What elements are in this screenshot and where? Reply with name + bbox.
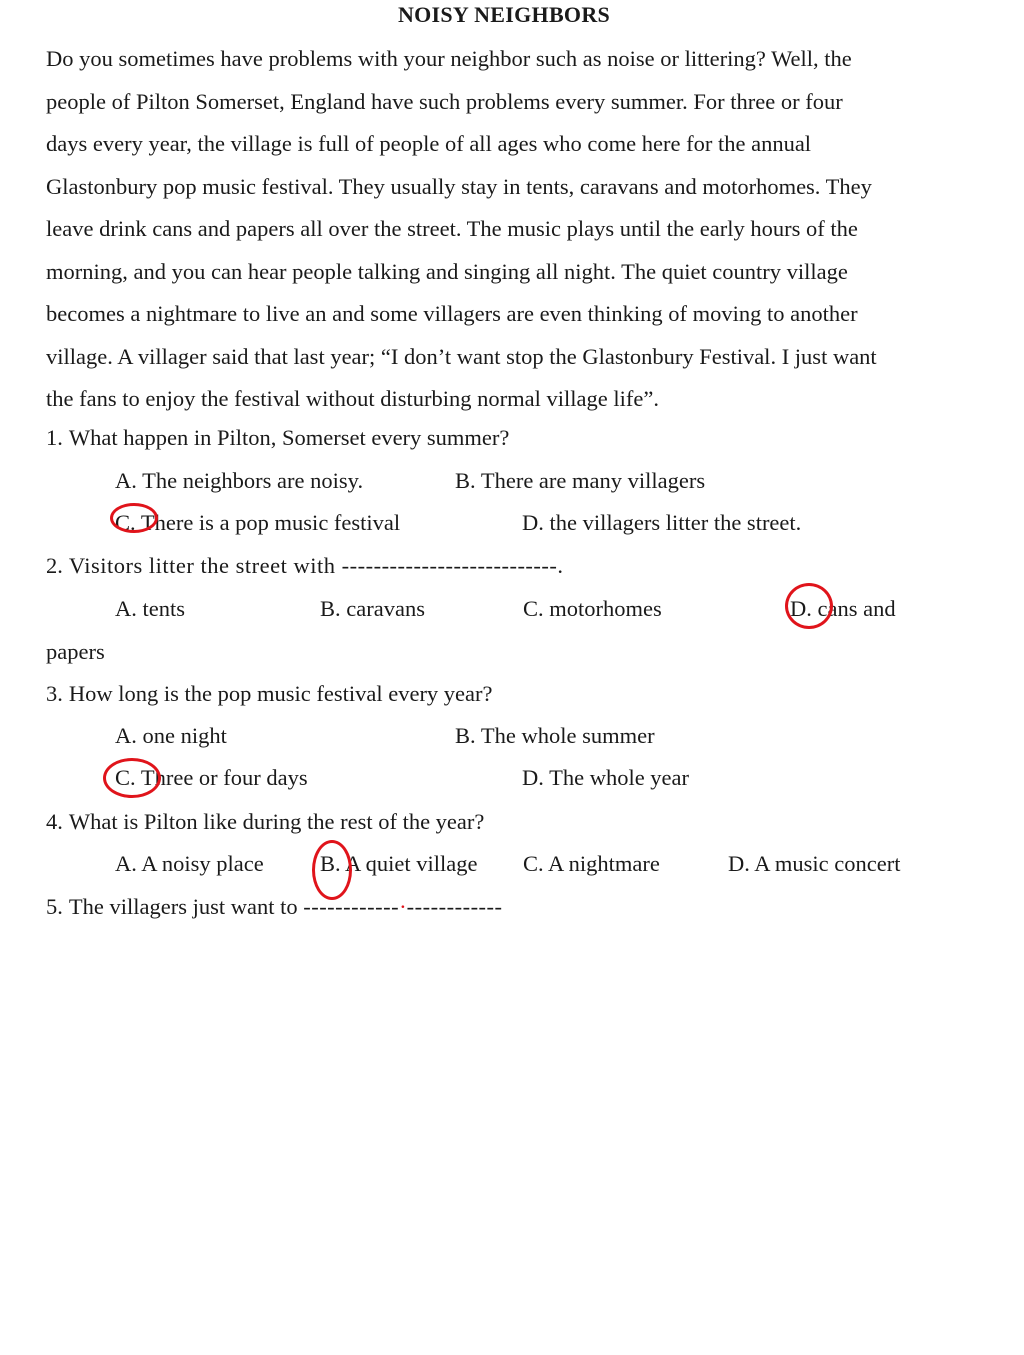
question-4: [46, 809, 484, 835]
question-3: [46, 681, 493, 707]
answer-blank: ------------: [303, 894, 400, 919]
question-5: [46, 894, 503, 920]
passage-line: becomes a nightmare to live an and some villagers are even thinking of moving to another: [46, 301, 858, 326]
question-text: What happen in Pilton, Somerset every summer?: [68, 425, 510, 450]
answer-circle-mark: [785, 583, 833, 629]
passage-line: Do you sometimes have problems with your neighbor such as noise or littering? Well, the: [46, 46, 852, 71]
q4-option-d: D. A music concert: [728, 851, 901, 876]
q3-option-c: C. Three or four days: [115, 765, 308, 790]
q2-option-b: B. caravans: [320, 596, 425, 621]
question-number: 3.: [46, 681, 63, 706]
passage-line: leave drink cans and papers all over the street. The music plays until the early hours of the: [46, 216, 858, 241]
passage-line: people of Pilton Somerset, England have such problems every summer. For three or four: [46, 88, 843, 114]
q2-option-a: A. tents: [115, 596, 185, 621]
q4-option-a: A. A noisy place: [115, 851, 264, 876]
passage-line: the fans to enjoy the festival without disturbing normal village life”.: [46, 386, 659, 411]
answer-circle-mark: [312, 840, 352, 900]
answer-blank: ------------: [406, 894, 503, 919]
page-title: NOISY NEIGHBORS: [397, 2, 611, 27]
question-number: 1.: [46, 425, 63, 450]
question-1: [46, 425, 509, 451]
question-text: How long is the pop music festival every year?: [68, 681, 493, 706]
question-text: What is Pilton like during the rest of the year?: [68, 809, 485, 834]
q2-option-d: D. cans and: [790, 596, 896, 621]
question-number: 5.: [46, 894, 63, 919]
q4-option-c: C. A nightmare: [523, 851, 660, 876]
answer-circle-mark: [103, 758, 161, 798]
answer-circle-mark: [110, 503, 158, 533]
passage-line: morning, and you can hear people talking and singing all night. The quiet country village: [46, 258, 848, 284]
pen-dot-mark: ·: [399, 894, 407, 919]
question-number: 4.: [46, 809, 63, 834]
passage-line: Glastonbury pop music festival. They usually stay in tents, caravans and motorhomes. They: [46, 173, 872, 199]
q3-option-b: B. The whole summer: [455, 723, 655, 748]
q1-option-d: D. the villagers litter the street.: [522, 510, 802, 535]
q3-option-d: D. The whole year: [522, 765, 690, 790]
question-text: Visitors litter the street with ---------------------------.: [68, 553, 564, 578]
question-number: 2.: [46, 553, 63, 578]
q1-option-c: C. There is a pop music festival: [115, 510, 401, 535]
q1-option-b: B. There are many villagers: [455, 468, 706, 493]
q2-option-c: C. motorhomes: [523, 596, 662, 621]
question-2: [46, 553, 564, 579]
passage-line: days every year, the village is full of people of all ages who come here for the annual: [46, 131, 812, 156]
question-text: The villagers just want to: [68, 894, 304, 919]
q1-option-a: A. The neighbors are noisy.: [115, 468, 364, 493]
passage-line: village. A villager said that last year; “I don’t want stop the Glastonbury Festival. I just want: [46, 343, 877, 369]
q4-option-b: B. A quiet village: [320, 851, 478, 876]
q3-option-a: A. one night: [115, 723, 227, 748]
q2-option-d-continued: papers: [46, 639, 105, 664]
reading-passage: [46, 38, 976, 421]
